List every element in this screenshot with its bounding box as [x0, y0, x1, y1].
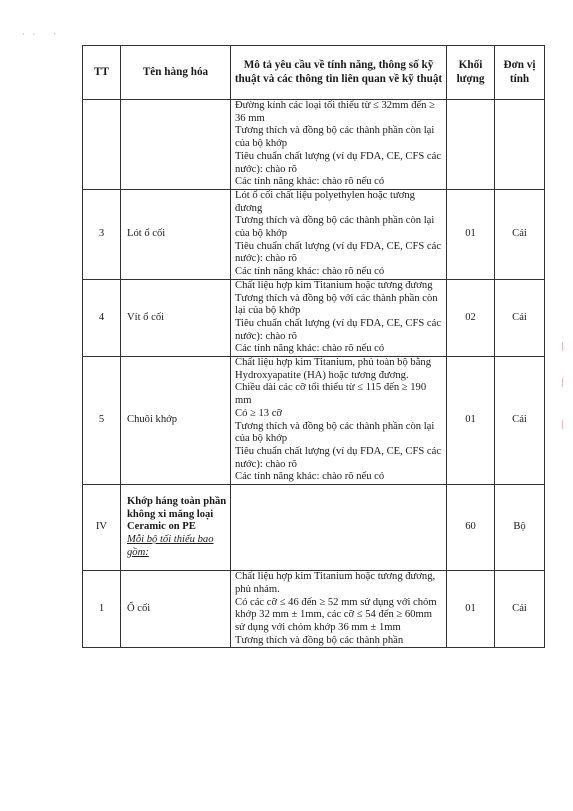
row-unit: Cái — [495, 571, 545, 648]
page-edge-mark — [562, 420, 572, 429]
description-line: Tiêu chuẩn chất lượng (ví dụ FDA, CE, CFS các nước): chào rõ — [235, 317, 442, 342]
description-line: Chiều dài các cỡ tối thiểu từ ≤ 115 đến ≥ 190 mm — [235, 382, 427, 407]
description-line: Tiêu chuẩn chất lượng (ví dụ FDA, CE, CFS các nước): chào rõ — [235, 445, 442, 470]
description-line: Tiêu chuẩn chất lượng (ví dụ FDA, CE, CFS các nước): chào rõ — [235, 150, 442, 175]
table-header-row — [83, 46, 545, 100]
row-description — [231, 189, 447, 279]
table-row — [83, 485, 545, 571]
row-unit — [495, 100, 545, 190]
row-quantity: 02 — [447, 279, 495, 356]
row-tt: IV — [83, 485, 121, 571]
table-row — [83, 357, 545, 485]
row-description — [231, 571, 447, 648]
description-line: Tương thích và đồng bộ các thành phần còn lại của bộ khớp — [235, 420, 435, 445]
row-unit: Cái — [495, 357, 545, 485]
row-description — [231, 100, 447, 190]
header-quantity: Khối lượng — [447, 46, 495, 100]
description-line: Tương thích và đồng bộ các thành phần còn lại của bộ khớp — [235, 215, 435, 240]
row-quantity: 01 — [447, 357, 495, 485]
row-tt: 1 — [83, 571, 121, 648]
row-quantity: 60 — [447, 485, 495, 571]
row-quantity: 01 — [447, 189, 495, 279]
description-line: Có các cỡ ≤ 46 đến ≥ 52 mm sử dụng với chỏm khớp 32 mm ± 1mm, các cỡ ≤ 54 đến ≥ 60mm sử dụng với chỏm khớp 36 mm ± 1mm — [235, 596, 437, 633]
row-name: Lót ổ cối — [121, 189, 231, 279]
table-row — [83, 100, 545, 190]
description-line: Chất liệu hợp kim Titanium, phủ toàn bộ bằng Hydroxyapatite (HA) hoặc tương đương. — [235, 357, 431, 381]
description-line: Các tính năng khác: chào rõ nếu có — [235, 343, 385, 355]
description-line: Tương thích và đồng bộ với các thành phần còn lại của bộ khớp — [235, 292, 438, 317]
row-tt: 4 — [83, 279, 121, 356]
row-name — [121, 100, 231, 190]
specification-table — [82, 45, 545, 648]
description-line: Đường kính các loại tối thiểu từ ≤ 32mm đến ≥ 36 mm — [235, 100, 435, 124]
row-unit: Bộ — [495, 485, 545, 571]
row-quantity: 01 — [447, 571, 495, 648]
header-tt: TT — [83, 46, 121, 100]
scan-speck-marks: · · · — [22, 30, 59, 39]
row-quantity — [447, 100, 495, 190]
row-unit: Cái — [495, 189, 545, 279]
table-row — [83, 189, 545, 279]
row-unit: Cái — [495, 279, 545, 356]
description-line: Chất liệu hợp kim Titanium hoặc tương đương, phủ nhám. — [235, 571, 436, 595]
row-name: Ổ cối — [121, 571, 231, 648]
description-line: Các tính năng khác: chào rõ nếu có — [235, 266, 385, 278]
row-name: Vít ổ cối — [121, 279, 231, 356]
row-tt: 3 — [83, 189, 121, 279]
description-line: Tiêu chuẩn chất lượng (ví dụ FDA, CE, CFS các nước): chào rõ — [235, 240, 442, 265]
row-name — [121, 485, 231, 571]
description-line: Lót ổ cối chất liệu polyethylen hoặc tương đương — [235, 189, 415, 214]
page-edge-mark — [562, 378, 572, 387]
header-description: Mô tả yêu cầu về tính năng, thông số kỹ thuật và các thông tin liên quan về kỹ thuật — [231, 46, 447, 100]
row-tt — [83, 100, 121, 190]
row-description — [231, 279, 447, 356]
row-description — [231, 357, 447, 485]
group-note: Mỗi bộ tối thiểu bao gồm: — [127, 533, 214, 558]
description-line: Các tính năng khác: chào rõ nếu có — [235, 471, 385, 483]
page-edge-mark — [562, 342, 572, 351]
group-title: Khớp háng toàn phần không xi măng loại Ceramic on PE — [127, 495, 227, 533]
header-name: Tên hàng hóa — [121, 46, 231, 100]
description-line: Có ≥ 13 cỡ — [235, 407, 283, 419]
row-tt: 5 — [83, 357, 121, 485]
description-line: Các tính năng khác: chào rõ nếu có — [235, 176, 385, 188]
header-unit: Đơn vị tính — [495, 46, 545, 100]
description-line: Tương thích và đồng bộ các thành phần còn lại của bộ khớp — [235, 125, 435, 150]
row-name: Chuôi khớp — [121, 357, 231, 485]
description-line: Tương thích và đồng bộ các thành phần — [235, 634, 404, 646]
description-line: Chất liệu hợp kim Titanium hoặc tương đương — [235, 279, 433, 291]
row-description — [231, 485, 447, 571]
table-row — [83, 279, 545, 356]
table-row — [83, 571, 545, 648]
